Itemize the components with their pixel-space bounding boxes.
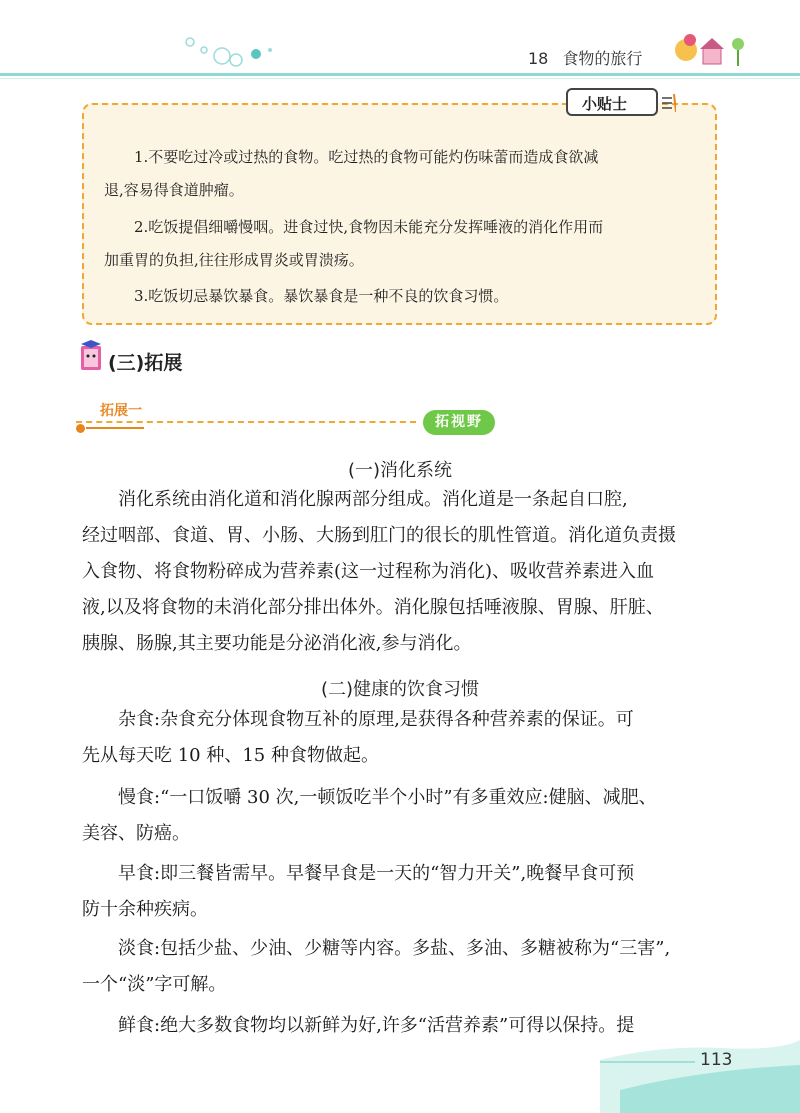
tip-item-3: 3.吃饭切忌暴饮暴食。暴饮暴食是一种不良的饮食习惯。 bbox=[134, 287, 509, 305]
habit-1-line-2: 先从每天吃 10 种、15 种食物做起。 bbox=[82, 745, 379, 766]
tip-tag: 小贴士 bbox=[566, 88, 658, 116]
tip-item-2-line-1: 2.吃饭提倡细嚼慢咽。进食过快,食物因未能充分发挥唾液的消化作用而 bbox=[134, 218, 604, 236]
tip-item-1-line-2: 退,容易得食道肿瘤。 bbox=[104, 181, 244, 199]
section-title: (三)拓展 bbox=[108, 352, 183, 374]
para1-line-4: 液,以及将食物的未消化部分排出体外。消化腺包括唾液腺、胃腺、肝脏、 bbox=[82, 597, 664, 618]
book-mascot-icon bbox=[77, 338, 105, 372]
para1-line-1: 消化系统由消化道和消化腺两部分组成。消化道是一条起自口腔, bbox=[118, 489, 628, 510]
extension-dot bbox=[76, 424, 85, 433]
subheading-healthy-habits: (二)健康的饮食习惯 bbox=[320, 679, 480, 700]
habit-1-line-1: 杂食:杂食充分体现食物互补的原理,是获得各种营养素的保证。可 bbox=[118, 709, 634, 730]
header-rule-thin bbox=[0, 78, 800, 79]
habit-3-line-2: 防十余种疾病。 bbox=[82, 899, 208, 920]
habit-3-line-1: 早食:即三餐皆需早。早餐早食是一天的“智力开关”,晚餐早食可预 bbox=[118, 863, 635, 884]
para1-line-3: 入食物、将食物粉碎成为营养素(这一过程称为消化)、吸收营养素进入血 bbox=[82, 561, 655, 582]
subheading-digestive-system: (一)消化系统 bbox=[347, 460, 453, 481]
header-page-number: 18 bbox=[528, 49, 549, 68]
extension-badge: 拓视野 bbox=[423, 410, 495, 435]
habit-5-line-1: 鲜食:绝大多数食物均以新鲜为好,许多“活营养素”可得以保持。提 bbox=[118, 1015, 635, 1036]
tip-item-1-line-1: 1.不要吃过冷或过热的食物。吃过热的食物可能灼伤味蕾而造成食欲减 bbox=[134, 148, 599, 166]
habit-4-line-1: 淡食:包括少盐、少油、少糖等内容。多盐、多油、多糖被称为“三害”, bbox=[118, 938, 671, 959]
extension-label: 拓展一 bbox=[100, 403, 142, 419]
extension-dashed-line bbox=[76, 421, 416, 423]
tip-item-2-line-2: 加重胃的负担,往往形成胃炎或胃溃疡。 bbox=[104, 251, 364, 269]
habit-4-line-2: 一个“淡”字可解。 bbox=[82, 974, 227, 995]
header-chapter-title: 食物的旅行 bbox=[562, 49, 643, 68]
extension-solid-line bbox=[86, 427, 144, 429]
running-header bbox=[528, 46, 642, 69]
header-rule bbox=[0, 73, 800, 76]
habit-2-line-2: 美容、防癌。 bbox=[82, 823, 190, 844]
para1-line-5: 胰腺、肠腺,其主要功能是分泌消化液,参与消化。 bbox=[82, 633, 472, 654]
page-number: 113 bbox=[700, 1050, 733, 1070]
habit-2-line-1: 慢食:“一口饭嚼 30 次,一顿饭吃半个小时”有多重效应:健脑、减肥、 bbox=[118, 787, 657, 808]
header-decoration bbox=[0, 0, 800, 90]
pencil-icon bbox=[660, 92, 676, 114]
para1-line-2: 经过咽部、食道、胃、小肠、大肠到肛门的很长的肌性管道。消化道负责摄 bbox=[82, 525, 676, 546]
